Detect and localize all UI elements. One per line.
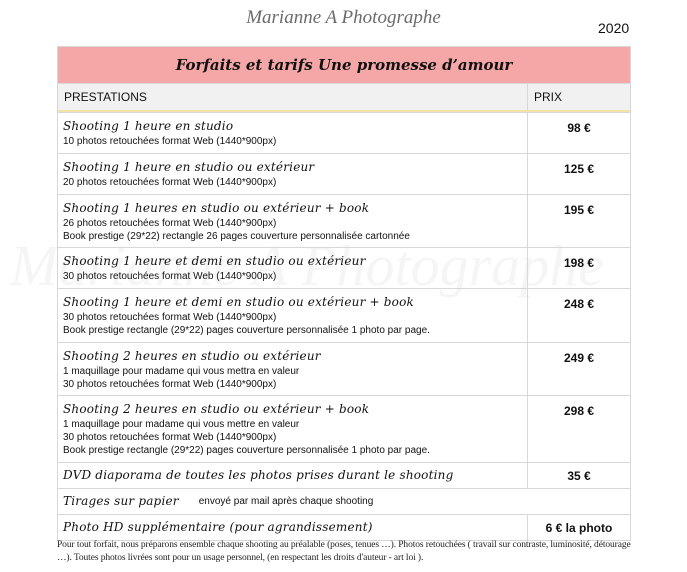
row-detail: 30 photos retouchées format Web (1440*900px) (63, 271, 277, 282)
row-title: Tirages sur papier (63, 494, 179, 508)
table-row (58, 342, 630, 395)
table-row-hd (58, 514, 630, 540)
row-price (528, 489, 630, 514)
column-header-prix: PRIX (534, 90, 563, 104)
table-banner: Forfaits et tarifs Une promesse d’amour (58, 47, 630, 83)
price-table (57, 46, 631, 541)
row-price: 125 € (563, 162, 595, 176)
row-description (58, 489, 528, 514)
table-row (58, 247, 630, 288)
year-label: 2020 (598, 20, 630, 36)
row-price: 198 € (563, 256, 595, 270)
table-row (58, 194, 630, 247)
row-title: DVD diaporama de toutes les photos prises durant le shooting (63, 468, 454, 482)
row-title: Shooting 2 heures en studio ou extérieur + book (63, 402, 370, 416)
row-detail: Book prestige rectangle (29*22) pages couverture personnalisée 1 photo par page. (63, 325, 430, 336)
row-price: 195 € (563, 203, 595, 217)
row-title: Shooting 1 heure en studio (63, 119, 234, 133)
row-title: Photo HD supplémentaire (pour agrandissement) (63, 520, 373, 534)
row-price: 248 € (563, 297, 595, 311)
row-detail: Book prestige (29*22) rectangle 26 pages couverture personnalisée cartonnée (63, 231, 410, 242)
row-title: Shooting 1 heures en studio ou extérieur + book (63, 201, 370, 215)
table-row (58, 395, 630, 462)
row-title: Shooting 2 heures en studio ou extérieur (63, 349, 321, 363)
footnote: Pour tout forfait, nous préparons ensemble chaque shooting au préalable (poses, tenues …). Photos retouchées ( travail sur contraste, luminosité, détourage …). Toutes photos livrées sont pour un usage personnel, (en respectant les droits d'auteur - art loi ). (57, 540, 631, 563)
row-detail: 20 photos retouchées format Web (1440*900px) (63, 177, 277, 188)
column-header-prestations: PRESTATIONS (58, 84, 528, 110)
row-detail: 30 photos retouchées format Web (1440*900px) (63, 312, 277, 323)
row-detail: 26 photos retouchées format Web (1440*900px) (63, 218, 277, 229)
table-header (58, 83, 630, 112)
row-description (58, 248, 528, 288)
row-title: Shooting 1 heure et demi en studio ou extérieur + book (63, 295, 414, 309)
table-row-dvd (58, 462, 630, 488)
row-detail: 1 maquillage pour madame qui vous mettre en valeur (63, 419, 300, 430)
row-description (58, 515, 528, 540)
row-description (58, 154, 528, 194)
row-description (58, 396, 528, 462)
table-row (58, 112, 630, 153)
row-title: Shooting 1 heure et demi en studio ou extérieur (63, 254, 366, 268)
row-description (58, 195, 528, 247)
page-title: Marianne A Photographe (246, 7, 441, 28)
table-row (58, 288, 630, 342)
row-detail: 30 photos retouchées format Web (1440*900px) (63, 379, 277, 390)
row-price: 6 € la photo (545, 520, 613, 535)
row-detail: 1 maquillage pour madame qui vous mettra en valeur (63, 366, 300, 377)
row-description (58, 463, 528, 488)
row-detail: Book prestige rectangle (29*22) pages couverture personnalisée 1 photo par page. (63, 445, 430, 456)
row-detail: 30 photos retouchées format Web (1440*900px) (63, 432, 277, 443)
row-description (58, 113, 528, 153)
row-description (58, 289, 528, 342)
table-row-tirages (58, 488, 630, 514)
row-price: 298 € (563, 404, 595, 418)
row-price: 35 € (567, 468, 591, 483)
table-row (58, 153, 630, 194)
row-price: 249 € (563, 351, 595, 365)
row-price: 98 € (567, 121, 591, 135)
row-detail: envoyé par mail après chaque shooting (198, 496, 374, 507)
row-detail: 10 photos retouchées format Web (1440*900px) (63, 136, 277, 147)
row-title: Shooting 1 heure en studio ou extérieur (63, 160, 315, 174)
row-description (58, 343, 528, 395)
